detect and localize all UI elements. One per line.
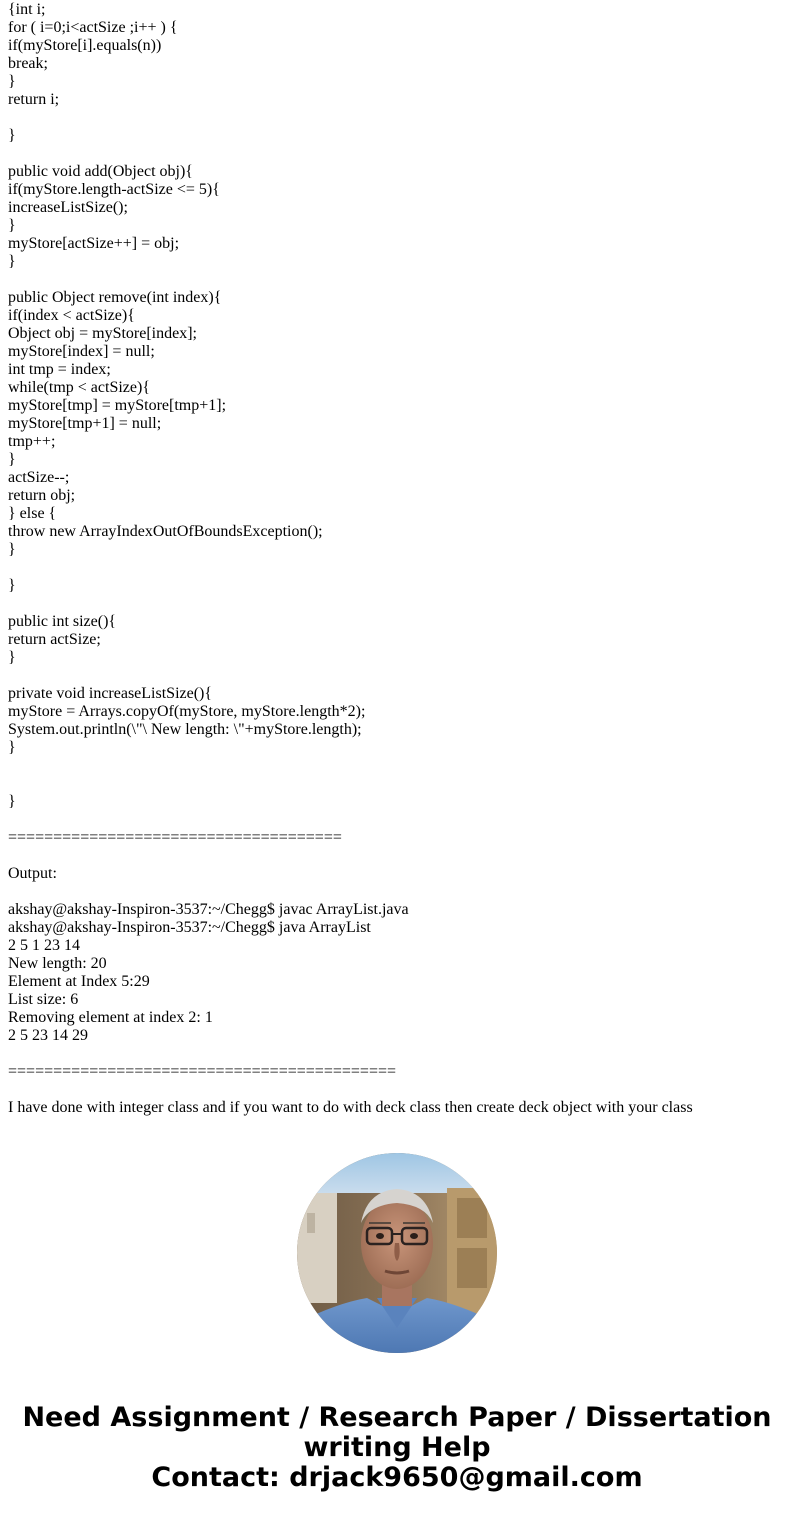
code-line: }: [8, 217, 16, 234]
code-line: }: [8, 541, 16, 558]
promo-contact-line: Contact: drjack9650@gmail.com: [151, 1462, 643, 1493]
blank-line: [8, 811, 788, 829]
code-line: myStore[tmp] = myStore[tmp+1];: [8, 397, 227, 414]
code-line: if(index < actSize){: [8, 307, 135, 324]
code-line: }: [8, 793, 16, 810]
code-line: ===========================================: [8, 1063, 397, 1080]
code-line: int tmp = index;: [8, 361, 111, 378]
code-line: System.out.println(\"\ New length: \"+myStore.length);: [8, 721, 362, 738]
code-line: tmp++;: [8, 433, 56, 450]
code-line: I have done with integer class and if you want to do with deck class then create deck object with your class: [8, 1099, 693, 1116]
code-line: }: [8, 127, 16, 144]
blank-line: [8, 1081, 788, 1099]
code-line: {int i;: [8, 1, 46, 18]
code-line: }: [8, 253, 16, 270]
code-line: akshay@akshay-Inspiron-3537:~/Chegg$ javac ArrayList.java: [8, 901, 409, 918]
blank-line: [8, 883, 788, 901]
blank-line: [8, 775, 788, 793]
code-line: List size: 6: [8, 991, 79, 1008]
code-line: return i;: [8, 91, 60, 108]
code-line: Object obj = myStore[index];: [8, 325, 197, 342]
blank-line: [8, 847, 788, 865]
code-line: myStore = Arrays.copyOf(myStore, myStore.length*2);: [8, 703, 366, 720]
promo-line-2: writing Help: [303, 1432, 491, 1463]
blank-line: [8, 757, 788, 775]
code-line: Removing element at index 2: 1: [8, 1009, 213, 1026]
code-line: for ( i=0;i<actSize ;i++ ) {: [8, 19, 178, 36]
blank-line: [8, 109, 788, 127]
author-portrait-icon: [297, 1153, 497, 1353]
code-line: }: [8, 451, 16, 468]
code-document: [8, 1, 788, 1117]
code-line: }: [8, 739, 16, 756]
blank-line: [8, 667, 788, 685]
code-line: public int size(){: [8, 613, 117, 630]
code-line: }: [8, 649, 16, 666]
code-line: Output:: [8, 865, 57, 882]
code-line: 2 5 23 14 29: [8, 1027, 88, 1044]
code-line: if(myStore[i].equals(n)): [8, 37, 162, 54]
code-line: return actSize;: [8, 631, 101, 648]
code-line: 2 5 1 23 14: [8, 937, 80, 954]
code-line: Element at Index 5:29: [8, 973, 150, 990]
code-line: myStore[tmp+1] = null;: [8, 415, 162, 432]
promo-line-1: Need Assignment / Research Paper / Dissertation: [22, 1402, 772, 1433]
code-line: throw new ArrayIndexOutOfBoundsException();: [8, 523, 323, 540]
blank-line: [8, 595, 788, 613]
blank-line: [8, 145, 788, 163]
code-line: =====================================: [8, 829, 342, 846]
code-line: myStore[actSize++] = obj;: [8, 235, 180, 252]
author-avatar: [297, 1153, 497, 1353]
code-line: akshay@akshay-Inspiron-3537:~/Chegg$ java ArrayList: [8, 919, 371, 936]
blank-line: [8, 559, 788, 577]
code-line: increaseListSize();: [8, 199, 128, 216]
code-line: actSize--;: [8, 469, 70, 486]
code-line: while(tmp < actSize){: [8, 379, 150, 396]
code-line: public void add(Object obj){: [8, 163, 193, 180]
code-line: }: [8, 577, 16, 594]
code-line: public Object remove(int index){: [8, 289, 222, 306]
code-line: }: [8, 73, 16, 90]
code-line: New length: 20: [8, 955, 107, 972]
code-line: } else {: [8, 505, 57, 522]
code-line: myStore[index] = null;: [8, 343, 155, 360]
contact-promo: [0, 1403, 794, 1493]
code-line: private void increaseListSize(){: [8, 685, 213, 702]
code-line: break;: [8, 55, 48, 72]
code-line: if(myStore.length-actSize <= 5){: [8, 181, 220, 198]
blank-line: [8, 271, 788, 289]
code-line: return obj;: [8, 487, 76, 504]
blank-line: [8, 1045, 788, 1063]
